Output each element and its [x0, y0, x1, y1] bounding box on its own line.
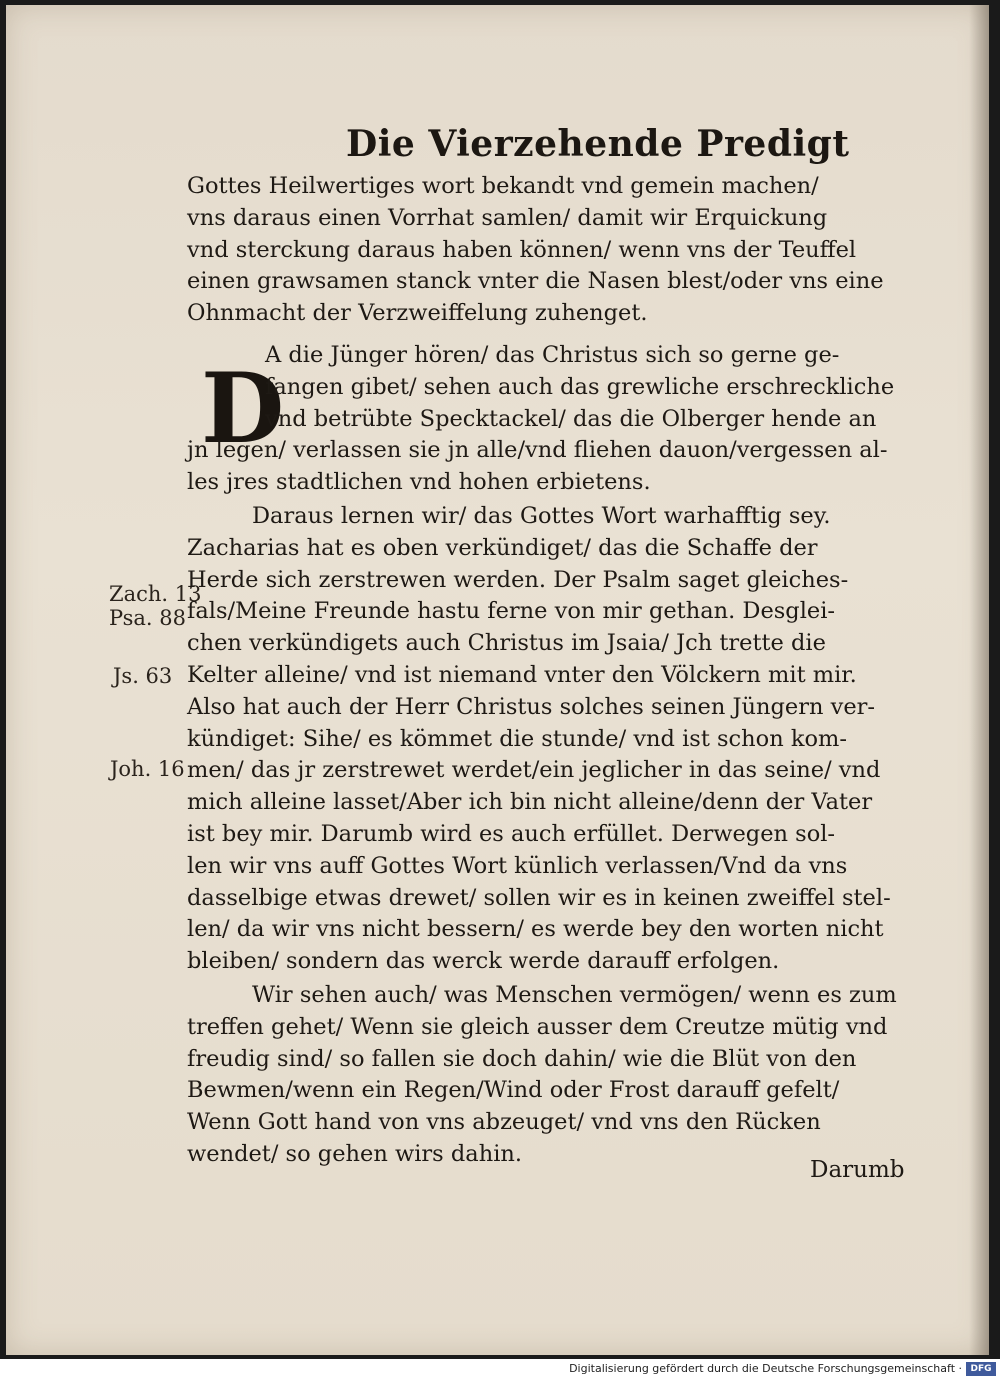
initial-letter: D	[201, 352, 285, 465]
text-line: einen grawsamen stanck vnter die Nasen blest/oder vns eine	[187, 268, 884, 295]
text-line: A die Jünger hören/ das Christus sich so gerne ge-	[265, 341, 840, 368]
credit-bar	[0, 1359, 1000, 1379]
text-block	[187, 171, 917, 1171]
text-line: vnd sterckung daraus haben können/ wenn vns der Teuffel	[187, 236, 857, 263]
text-line: mich alleine lasset/Aber ich bin nicht alleine/denn der Vater	[187, 789, 873, 816]
text-line: Kelter alleine/ vnd ist niemand vnter den Völckern mit mir.	[187, 661, 857, 688]
text-line: bleiben/ sondern das werck werde darauff erfolgen.	[187, 948, 780, 975]
text-line: Bewmen/wenn ein Regen/Wind oder Frost darauff gefelt/	[187, 1077, 840, 1104]
catchword: Darumb	[810, 1157, 905, 1183]
text-line: Herde sich zerstrewen werden. Der Psalm saget gleiches-	[187, 566, 849, 593]
margin-note-js: Js. 63	[113, 664, 173, 688]
text-line: fals/Meine Freunde hastu ferne von mir gethan. Desglei-	[187, 598, 836, 625]
dfg-logo[interactable]: DFG	[966, 1362, 996, 1376]
text-line: treffen gehet/ Wenn sie gleich ausser dem Creutze mütig vnd	[187, 1013, 888, 1040]
text-line: vns daraus einen Vorrhat samlen/ damit wir Erquickung	[187, 204, 828, 231]
text-line: Wenn Gott hand von vns abzeuget/ vnd vns den Rücken	[187, 1109, 821, 1136]
text-line: jn legen/ verlassen sie jn alle/vnd fliehen dauon/vergessen al-	[187, 437, 888, 464]
text-line: men/ das jr zerstrewet werdet/ein jeglicher in das seine/ vnd	[187, 757, 881, 784]
paragraph-gap	[187, 330, 917, 340]
book-page	[6, 5, 989, 1355]
margin-note-zach: Zach. 13	[109, 582, 202, 606]
text-line: les jres stadtlichen vnd hohen erbietens.	[187, 469, 651, 496]
running-head: Die Vierzehende Predigt	[346, 123, 850, 165]
margin-note-psa: Psa. 88	[109, 606, 186, 630]
text-line: Ohnmacht der Verzweiffelung zuhenget.	[187, 300, 648, 327]
text-line: Gottes Heilwertiges wort bekandt vnd gemein machen/	[187, 173, 819, 199]
text-line: kündiget: Sihe/ es kömmet die stunde/ vnd ist schon kom-	[187, 725, 847, 752]
text-line: Also hat auch der Herr Christus solches seinen Jüngern ver-	[187, 693, 876, 720]
text-line: wendet/ so gehen wirs dahin.	[187, 1140, 523, 1167]
funding-credit: Digitalisierung gefördert durch die Deutsche Forschungsgemeinschaft ·	[569, 1362, 962, 1375]
text-line: len/ da wir vns nicht bessern/ es werde bey den worten nicht	[187, 916, 884, 943]
text-line: vnd betrübte Specktackel/ das die Olberger hende an	[265, 405, 877, 432]
text-line: Wir sehen auch/ was Menschen vermögen/ wenn es zum	[252, 981, 897, 1008]
text-line: freudig sind/ so fallen sie doch dahin/ wie die Blüt von den	[187, 1045, 857, 1072]
page-edge-shadow	[969, 5, 989, 1355]
text-line: fangen gibet/ sehen auch das grewliche erschreckliche	[265, 373, 895, 400]
text-line: Daraus lernen wir/ das Gottes Wort warhafftig sey.	[252, 502, 831, 529]
text-line: chen verkündigets auch Christus im Jsaia/ Jch trette die	[187, 630, 826, 657]
text-line: dasselbige etwas drewet/ sollen wir es in keinen zweiffel stel-	[187, 884, 891, 911]
margin-note-joh: Joh. 16	[110, 757, 185, 781]
text-line: len wir vns auff Gottes Wort künlich verlassen/Vnd da vns	[187, 852, 848, 879]
text-line: ist bey mir. Darumb wird es auch erfüllet. Derwegen sol-	[187, 820, 836, 847]
text-line: Zacharias hat es oben verkündiget/ das die Schaffe der	[187, 534, 818, 561]
